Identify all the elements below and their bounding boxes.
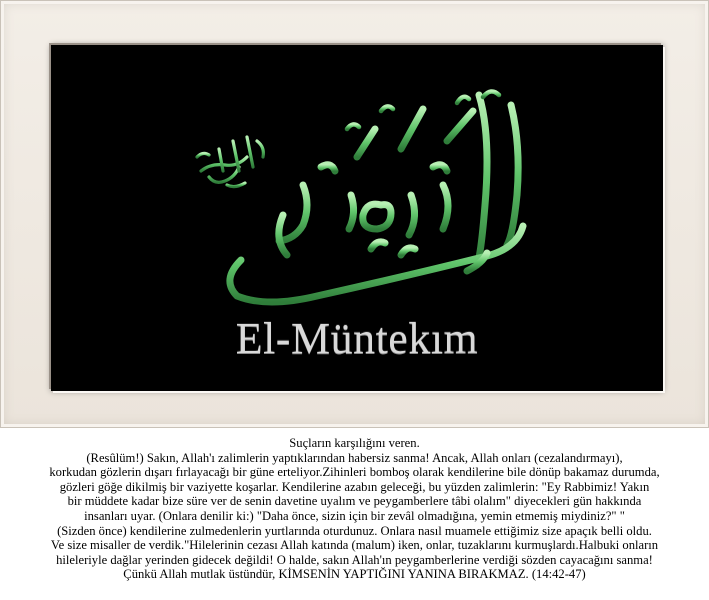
caption-line: Çünkü Allah mutlak üstündür, KİMSENİN YAPTIĞINI YANINA BIRAKMAZ. (14:42-47)	[123, 567, 586, 582]
caption-line: korkudan gözlerin dışarı fırlayacağı bir güne erteliyor.Zihinleri bomboş olarak kendilerine bile dönüp bakamaz durumda,	[49, 465, 660, 480]
caption-line: bir müddete kadar bize süre ver de senin davetine uyalım ve peygamberlere tâbi olalım" diyecekleri gün hakkında	[67, 494, 642, 509]
artwork-title: El-Müntekım	[235, 314, 479, 363]
artwork-panel	[51, 45, 663, 391]
main-calligraphy-word	[230, 95, 523, 302]
caption-line: gözleri göğe dikilmiş bir vaziyette koşarlar. Kendilerine azabın geleceği, bu yüzden zalimlerin: "Ey Rabbimiz! Yakın	[59, 479, 650, 494]
arabic-calligraphy-image	[51, 45, 663, 345]
small-calligraphy-phrase	[197, 137, 263, 187]
caption-line: Ve size misaller de verdik."Hilelerinin cezası Allah katında (malum) iken, onlar, tuzaklarını kurmuşlardı.Halbuki onların	[50, 538, 659, 553]
caption-line: insanları uyar. (Onlara denilir ki:) "Daha önce, sizin için bir zevâl olmadığına, yemin etmemiş miydiniz?" "	[84, 508, 625, 523]
caption-line: Suçların karşılığını veren.	[289, 436, 420, 450]
caption-line: (Sizden önce) kendilerine zulmedenlerin yurtlarında oturdunuz. Onlara nasıl muamele ettiğimiz size apaçık belli oldu.	[57, 523, 652, 538]
caption-text	[4, 436, 705, 582]
caption-line: (Resûlüm!) Sakın, Allah'ı zalimlerin yaptıklarından habersiz sanma! Ancak, Allah onları (cezalandırmayı),	[86, 450, 623, 465]
caption-line: hileleriyle dağlar yerinden gidecek değildi! O halde, sakın Allah'ın peygamberlerine verdiği sözden cayacağını sanma!	[56, 552, 653, 567]
